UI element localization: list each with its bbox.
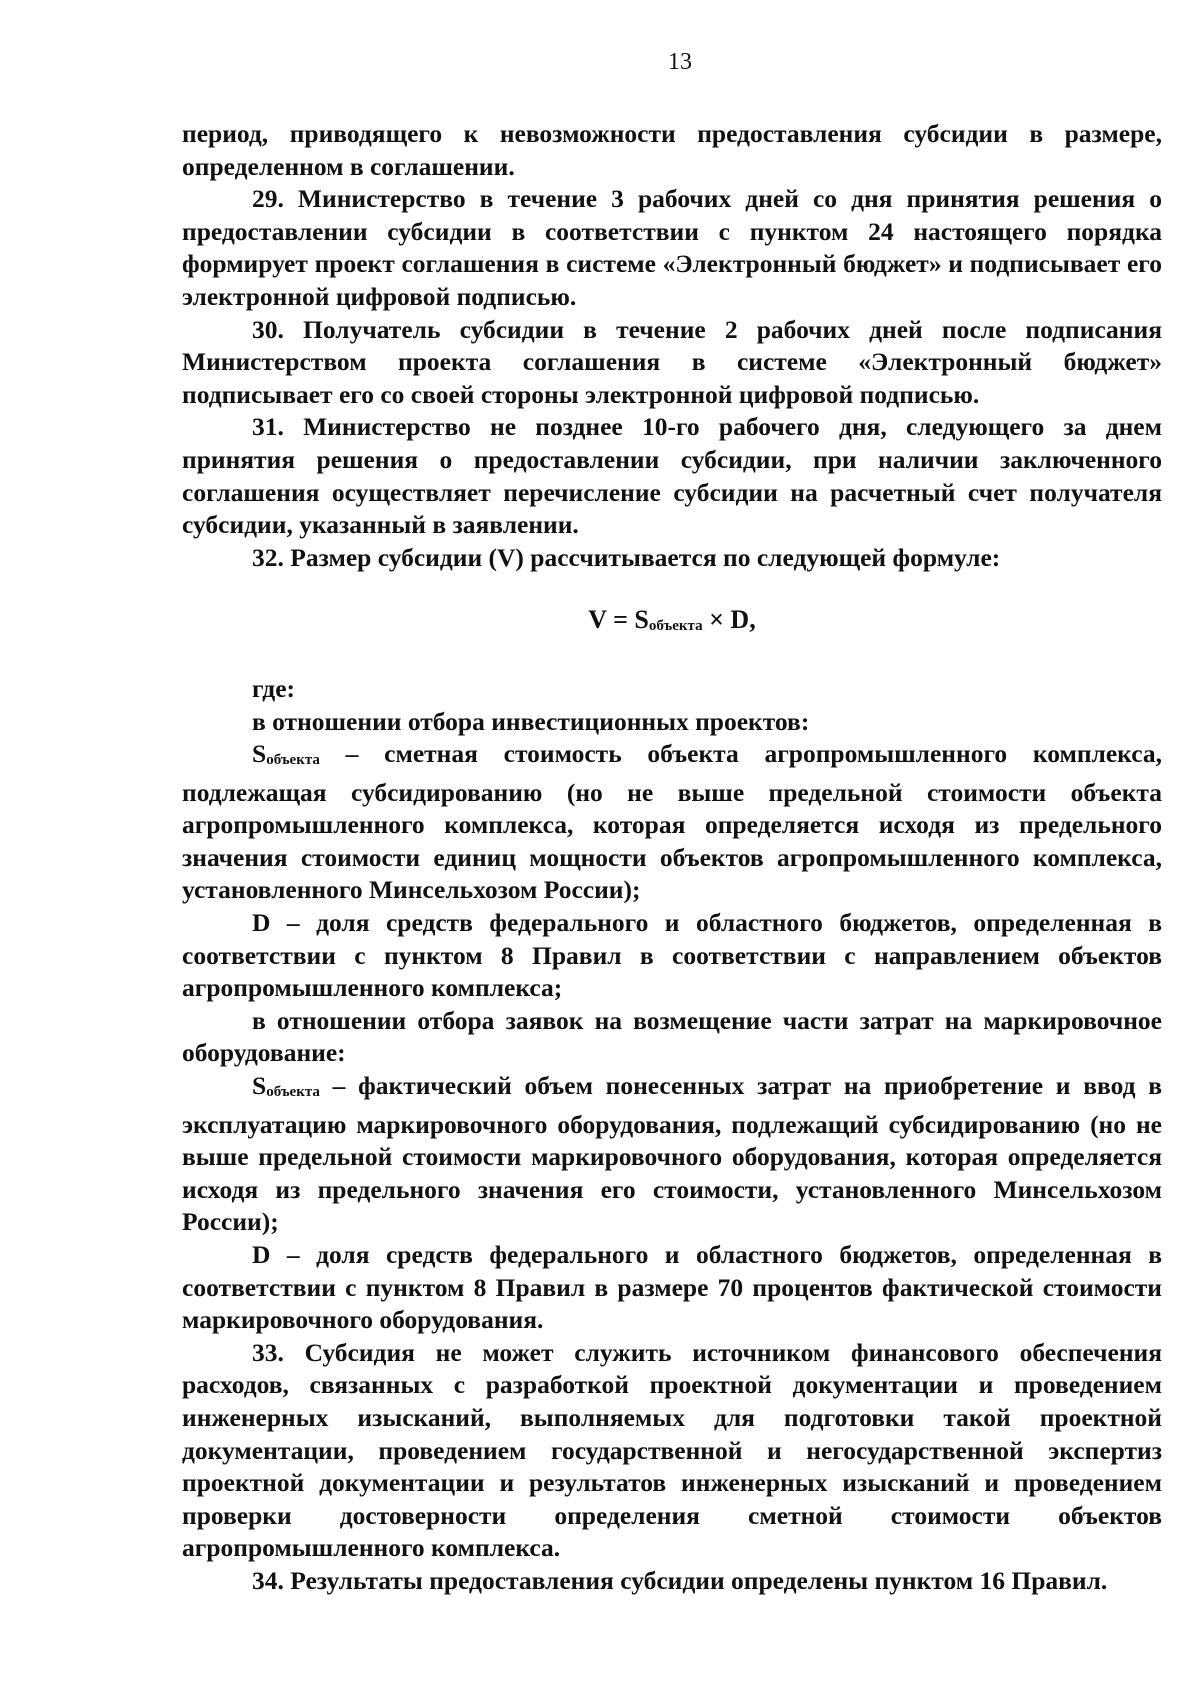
s-definition-text: – сметная стоимость объекта агропромышленного комплекса, подлежащая субсидированию (но не выше предельной стоимости объекта агропромышленного комплекса, которая определяется исходя из предельного значения стоимости единиц мощности объектов агропромышленного комплекса, установленного Минсельхозом России);	[182, 739, 1162, 905]
paragraph-34: 34. Результаты предоставления субсидии определены пунктом 16 Правил.	[252, 1565, 1108, 1595]
formula-subscript: объекта	[648, 618, 703, 635]
marking-s-definition	[182, 1070, 1162, 1239]
page-number: 13	[668, 49, 692, 75]
s-subscript: объекта	[266, 1084, 320, 1101]
paragraph-31: 31. Министерство не позднее 10-го рабочего дня, следующего за днем принятия решения о предоставлении субсидии, при наличии заключенного соглашения осуществляет перечисление субсидии на расчетный счет получателя субсидии, указанный в заявлении.	[182, 412, 1162, 540]
paragraph-33: 33. Субсидия не может служить источником финансового обеспечения расходов, связанных с разработкой проектной документации и проведением инженерных изысканий, выполняемых для подготовки такой проектной документации, проведением государственной и негосударственной экспертиз проектной документации и результатов инженерных изысканий и проведением проверки достоверности определения сметной стоимости объектов агропромышленного комплекса.	[182, 1337, 1162, 1563]
investment-heading: в отношении отбора инвестиционных проектов:	[252, 706, 810, 736]
paragraph-29: 29. Министерство в течение 3 рабочих дней со дня принятия решения о предоставлении субсидии в соответствии с пунктом 24 настоящего порядка формирует проект соглашения в системе «Электронный бюджет» и подписывает его электронной цифровой подписью.	[182, 184, 1162, 311]
subsidy-formula	[182, 604, 1162, 643]
marking-d-definition: D – доля средств федерального и областного бюджетов, определенная в соответствии с пунктом 8 Правил в размере 70 процентов фактической стоимости маркировочного оборудования.	[182, 1240, 1162, 1335]
formula-left: V = S	[588, 605, 649, 635]
paragraph-30: 30. Получатель субсидии в течение 2 рабочих дней после подписания Министерством проекта соглашения в системе «Электронный бюджет» подписывает его со своей стороны электронной цифровой подписью.	[182, 314, 1162, 409]
formula-where: где:	[252, 673, 296, 703]
document-body	[182, 118, 1162, 1598]
investment-s-definition	[182, 738, 1162, 907]
formula-right: × D,	[702, 605, 756, 635]
paragraph-continuation: период, приводящего к невозможности предоставления субсидии в размере, определенном в соглашении.	[182, 119, 1162, 181]
s-subscript: объекта	[266, 752, 320, 769]
investment-d-definition: D – доля средств федерального и областного бюджетов, определенная в соответствии с пунктом 8 Правил в соответствии с направлением объектов агропромышленного комплекса;	[182, 908, 1162, 1003]
s-symbol: S	[252, 1071, 267, 1101]
s-symbol: S	[252, 739, 267, 769]
paragraph-32: 32. Размер субсидии (V) рассчитывается по следующей формуле:	[252, 542, 1001, 572]
marking-heading: в отношении отбора заявок на возмещение части затрат на маркировочное оборудование:	[182, 1005, 1162, 1068]
s-definition-text: – фактический объем понесенных затрат на приобретение и ввод в эксплуатацию маркировочного оборудования, подлежащий субсидированию (но не выше предельной стоимости маркировочного оборудования, которая определяется исходя из предельного значения его стоимости, установленного Минсельхозом России);	[182, 1071, 1162, 1237]
